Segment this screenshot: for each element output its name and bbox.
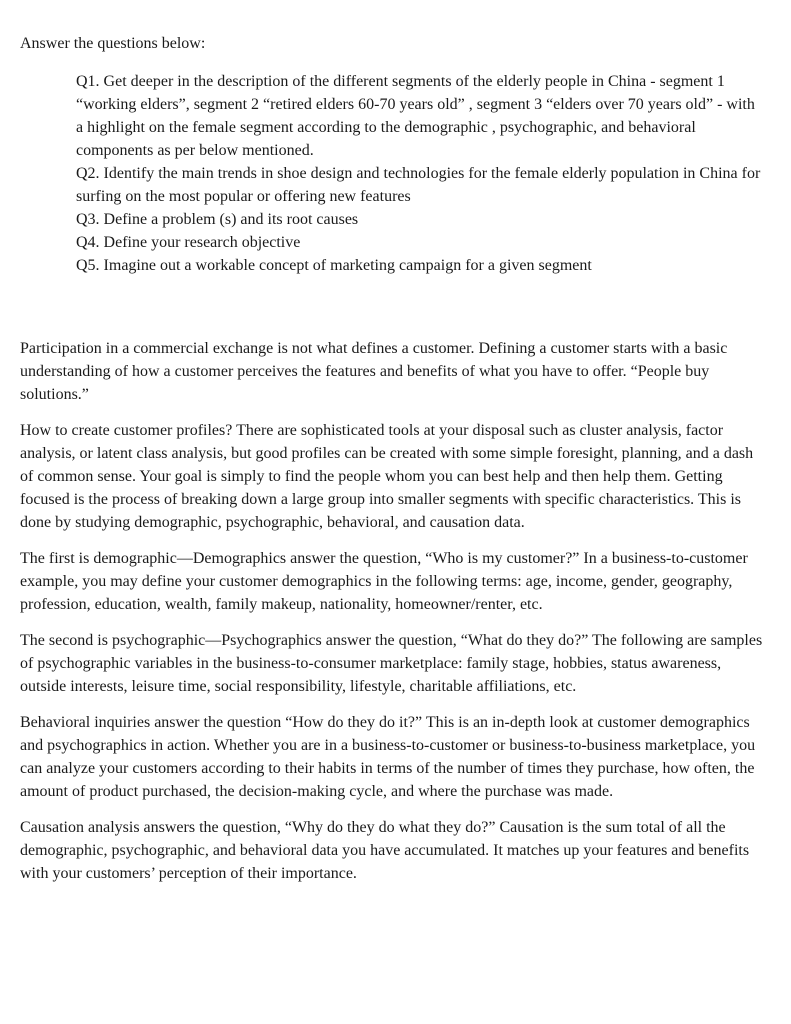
paragraph-demographic: The first is demographic—Demographics answer the question, “Who is my customer?” In a business-to-customer example, you may define your customer demographics in the following terms: age, income, gender, geography, profession, education, wealth, family makeup, nationality, homeowner/renter, etc. [20, 550, 748, 613]
paragraph-customer-profiles: How to create customer profiles? There are sophisticated tools at your disposal such as cluster analysis, factor analysis, or latent class analysis, but good profiles can be created with some simple foresight, planning, and a dash of common sense. Your goal is simply to find the people whom you can best help and then help them. Getting focused is the process of breaking down a large group into smaller segments with specific characteristics. This is done by studying demographic, psychographic, behavioral, and causation data. [20, 422, 754, 531]
paragraph-psychographic: The second is psychographic—Psychographics answer the question, “What do they do?” The following are samples of psychographic variables in the business-to-consumer marketplace: family stage, hobbies, status awareness, outside interests, leisure time, social responsibility, lifestyle, charitable affiliations, etc. [20, 632, 763, 695]
document-page [20, 33, 765, 898]
question-q5: Q5. Imagine out a workable concept of marketing campaign for a given segment [76, 257, 592, 274]
question-q3: Q3. Define a problem (s) and its root causes [76, 211, 359, 228]
question-q1: Q1. Get deeper in the description of the different segments of the elderly people in China - segment 1 “working elders”, segment 2 “retired elders 60-70 years old” , segment 3 “elders over 70 years old” - with a highlight on the female segment according to the demographic , psychographic, and behavioral components as per below mentioned. [76, 73, 755, 159]
paragraph-causation: Causation analysis answers the question, “Why do they do what they do?” Causation is the sum total of all the demographic, psychographic, and behavioral data you have accumulated. It matches up your features and benefits with your customers’ perception of their importance. [20, 819, 750, 882]
question-q2: Q2. Identify the main trends in shoe design and technologies for the female elderly population in China for surfing on the most popular or offering new features [76, 165, 761, 205]
question-list [76, 70, 765, 277]
question-q4: Q4. Define your research objective [76, 234, 301, 251]
body-text [20, 337, 765, 885]
intro-text: Answer the questions below: [20, 35, 206, 52]
paragraph-behavioral: Behavioral inquiries answer the question “How do they do it?” This is an in-depth look at customer demographics and psychographics in action. Whether you are in a business-to-customer or business-to-business marketplace, you can analyze your customers according to their habits in terms of the number of times they purchase, how often, the amount of product purchased, the decision-making cycle, and where the purchase was made. [20, 714, 756, 800]
paragraph-customer-definition: Participation in a commercial exchange is not what defines a customer. Defining a customer starts with a basic understanding of how a customer perceives the features and benefits of what you have to offer. “People buy solutions.” [20, 340, 728, 403]
